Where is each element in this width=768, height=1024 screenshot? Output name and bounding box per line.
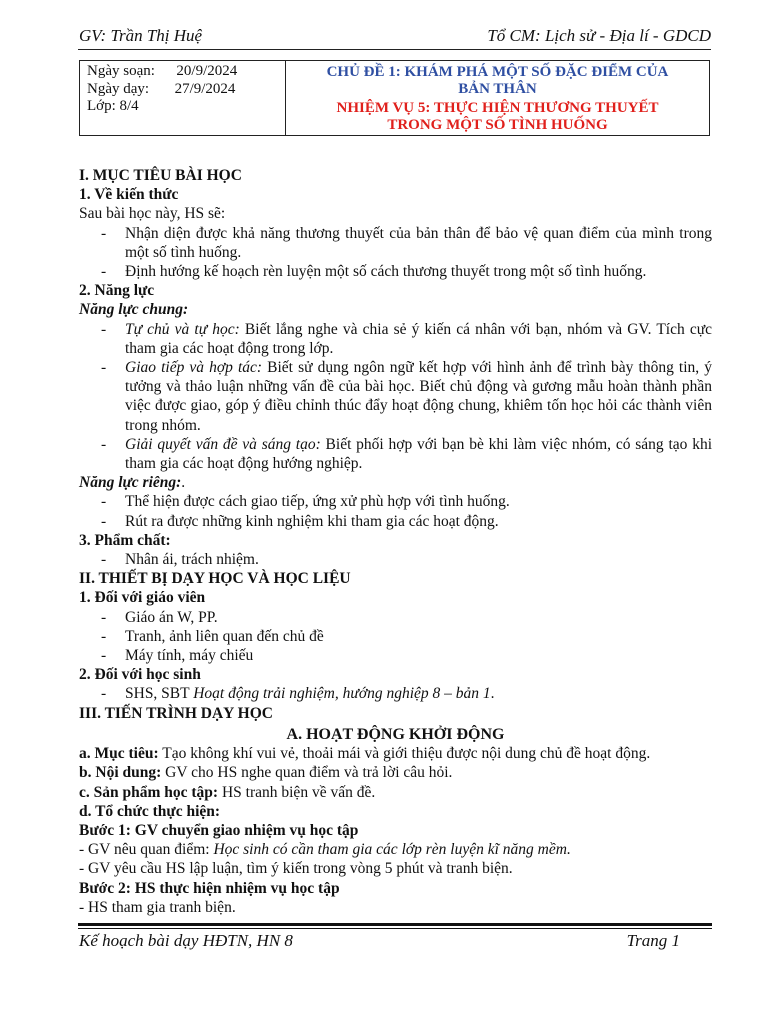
specific-competency-dot: . — [181, 474, 186, 492]
competency-item — [79, 358, 712, 435]
lesson-title-block — [286, 61, 709, 135]
step-1-line — [79, 840, 712, 859]
step-2-line: - HS tham gia tranh biện. — [79, 898, 236, 916]
task-title-line1: NHIỆM VỤ 5: THỰC HIỆN THƯƠNG THUYẾT — [336, 100, 659, 116]
competency-text: Biết sử dụng ngôn ngữ kết hợp với hình ảnh để trình bày thông tin, ý tưởng và thảo luận những vấn đề của bài học. Biết chủ động và gương mẫu hoàn thành phần việc được giao, góp ý điều chỉnh thúc đẩy hoạt động chung, khiêm tốn học hỏi các thành viên trong nhóm. — [125, 359, 712, 434]
competency-text: Biết lắng nghe và chia sẻ ý kiến cá nhân với bạn, nhóm và GV. Tích cực tham gia các hoạt động trong lớp. — [125, 320, 712, 357]
step-1-prefix: - GV nêu quan điểm: — [79, 841, 214, 859]
footer-page-number: Trang 1 — [626, 931, 680, 950]
competency-item — [79, 435, 712, 473]
activity-content-text: GV cho HS nghe quan điểm và trả lời câu hỏi. — [161, 764, 453, 782]
student-material-prefix: SHS, SBT — [125, 685, 194, 703]
teach-date-value: 27/9/2024 — [174, 80, 236, 97]
prep-date-row — [87, 63, 285, 81]
section-1-title: I. MỤC TIÊU BÀI HỌC — [79, 167, 242, 184]
teacher-material-item: - Máy tính, máy chiếu — [79, 646, 712, 665]
competency-title: 2. Năng lực — [79, 282, 155, 300]
task-title-line2: TRONG MỘT SỐ TÌNH HUỐNG — [387, 117, 608, 133]
activity-goal-text: Tạo không khí vui vẻ, thoải mái và giới thiệu được nội dung chủ đề hoạt động. — [158, 745, 651, 763]
qualities-item: - Nhân ái, trách nhiệm. — [79, 550, 712, 569]
lesson-info-box — [79, 60, 710, 136]
section-3-title: III. TIẾN TRÌNH DẠY HỌC — [79, 704, 273, 722]
student-material-item — [79, 684, 712, 703]
topic-title-line1: CHỦ ĐỀ 1: KHÁM PHÁ MỘT SỐ ĐẶC ĐIỂM CỦA — [326, 64, 669, 80]
header-department: Tổ CM: Lịch sử - Địa lí - GDCD — [487, 26, 711, 45]
competency-item — [79, 320, 712, 358]
activity-product — [79, 783, 712, 802]
teacher-material-item: - Giáo án W, PP. — [79, 608, 712, 627]
teach-date-row — [87, 81, 285, 99]
activity-goal — [79, 744, 712, 763]
header-teacher: GV: Trần Thị Huệ — [79, 26, 203, 45]
step-1-line: - GV yêu cầu HS lập luận, tìm ý kiến trong vòng 5 phút và tranh biện. — [79, 860, 513, 878]
topic-title-line2: BẢN THÂN — [458, 81, 537, 97]
section-2-title: II. THIẾT BỊ DẠY HỌC VÀ HỌC LIỆU — [79, 570, 351, 588]
teacher-material-item: - Tranh, ảnh liên quan đến chủ đề — [79, 627, 712, 646]
activity-content — [79, 763, 712, 782]
footer-plan: Kế hoạch bài dạy HĐTN, HN 8 — [79, 931, 293, 950]
header-rule — [78, 49, 711, 50]
document-body — [79, 166, 712, 917]
competency-term: Giao tiếp và hợp tác: — [125, 359, 263, 377]
knowledge-title: 1. Về kiến thức — [79, 186, 179, 204]
step-1-statement: Học sinh có cần tham gia các lớp rèn luyện kĩ năng mềm. — [213, 841, 571, 859]
footer-rule-thin — [78, 928, 712, 929]
knowledge-item: - Nhận diện được khả năng thương thuyết của bản thân để bảo vệ quan điểm của mình trong một số tình huống. — [79, 224, 712, 262]
competency-term: Tự chủ và tự học: — [125, 320, 240, 338]
prep-date-label: Ngày soạn: — [87, 63, 155, 79]
student-material-suffix: . — [490, 685, 495, 703]
specific-competency-item: - Thể hiện được cách giao tiếp, ứng xử phù hợp với tình huống. — [79, 492, 712, 511]
teacher-materials-title: 1. Đối với giáo viên — [79, 589, 206, 607]
knowledge-intro: Sau bài học này, HS sẽ: — [79, 205, 226, 223]
footer-rule-thick — [78, 923, 712, 926]
activity-content-label: b. Nội dung: — [79, 764, 162, 782]
specific-competency-item: - Rút ra được những kinh nghiệm khi tham gia các hoạt động. — [79, 512, 712, 531]
step-2-title: Bước 2: HS thực hiện nhiệm vụ học tập — [79, 879, 340, 897]
competency-term: Giải quyết vấn đề và sáng tạo: — [125, 435, 321, 453]
activity-product-label: c. Sản phẩm học tập: — [79, 783, 219, 801]
prep-date-value: 20/9/2024 — [176, 63, 238, 79]
class-label: Lớp: 8/4 — [87, 98, 139, 114]
specific-competency-label — [79, 473, 712, 492]
lesson-dates — [80, 61, 286, 135]
activity-a-title: A. HOẠT ĐỘNG KHỞI ĐỘNG — [286, 725, 505, 743]
competency-text: Biết phối hợp với bạn bè khi làm việc nhóm, có sáng tạo khi tham gia các hoạt động hướng nghiệp. — [125, 435, 712, 473]
activity-goal-label: a. Mục tiêu: — [79, 745, 159, 763]
step-1-title: Bước 1: GV chuyển giao nhiệm vụ học tập — [79, 821, 359, 839]
teach-date-label: Ngày dạy: — [87, 80, 150, 97]
general-competency-label: Năng lực chung: — [79, 301, 189, 319]
activity-organization-label: d. Tổ chức thực hiện: — [79, 802, 221, 820]
specific-competency-text: Năng lực riêng: — [79, 474, 182, 492]
student-material-book: Hoạt động trải nghiệm, hướng nghiệp 8 – bản 1 — [193, 685, 491, 703]
student-materials-title: 2. Đối với học sinh — [79, 666, 201, 684]
knowledge-item: - Định hướng kế hoạch rèn luyện một số cách thương thuyết trong một số tình huống. — [79, 262, 712, 281]
qualities-title: 3. Phẩm chất: — [79, 531, 171, 549]
activity-product-text: HS tranh biện về vấn đề. — [218, 783, 376, 801]
